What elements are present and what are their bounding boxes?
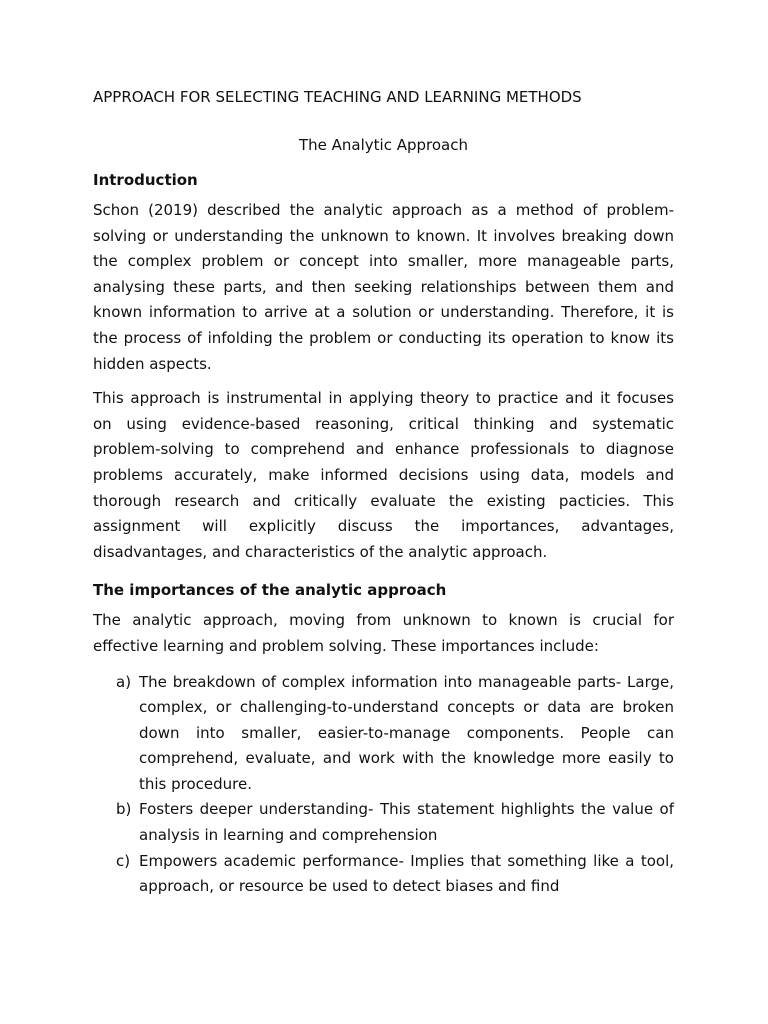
importances-list	[93, 670, 674, 900]
section-heading-introduction: Introduction	[93, 171, 198, 189]
list-item	[93, 797, 674, 848]
list-marker: a)	[116, 672, 132, 691]
document-body	[93, 87, 674, 900]
intro-paragraph-2: This approach is instrumental in applying theory to practice and it focuses on using evidence-based reasoning, critical thinking and systematic problem-solving to comprehend and enhance professionals to diagnose problems accurately, make informed decisions using data, models and thorough research and critically evaluate the existing pacticies. This assignment will explicitly discuss the importances, advantages, disadvantages, and characteristics of the analytic approach.	[93, 389, 674, 561]
section-heading-importances: The importances of the analytic approach	[93, 581, 447, 600]
list-item-text: Empowers academic performance- Implies that something like a tool, approach, or resource be used to detect biases and find	[139, 851, 674, 896]
list-item-text: The breakdown of complex information into manageable parts- Large, complex, or challenging-to-understand concepts or data are broken down into smaller, easier-to-manage components. People can comprehend, evaluate, and work with the knowledge more easily to this procedure.	[139, 672, 674, 793]
list-marker: c)	[116, 851, 131, 870]
list-item	[93, 849, 674, 900]
intro-paragraph-1: Schon (2019) described the analytic approach as a method of problem-solving or understanding the unknown to known. It involves breaking down the complex problem or concept into smaller, more manageable parts, analysing these parts, and then seeking relationships between them and known information to arrive at a solution or understanding. Therefore, it is the process of infolding the problem or conducting its operation to know its hidden aspects.	[93, 201, 674, 373]
list-item-text: Fosters deeper understanding- This statement highlights the value of analysis in learning and comprehension	[139, 800, 674, 845]
document-subtitle: The Analytic Approach	[299, 136, 468, 154]
list-marker: b)	[116, 800, 132, 819]
document-title: APPROACH FOR SELECTING TEACHING AND LEARNING METHODS	[93, 88, 582, 106]
list-item	[93, 670, 674, 798]
importances-intro-paragraph: The analytic approach, moving from unknown to known is crucial for effective learning and problem solving. These importances include:	[93, 611, 674, 655]
